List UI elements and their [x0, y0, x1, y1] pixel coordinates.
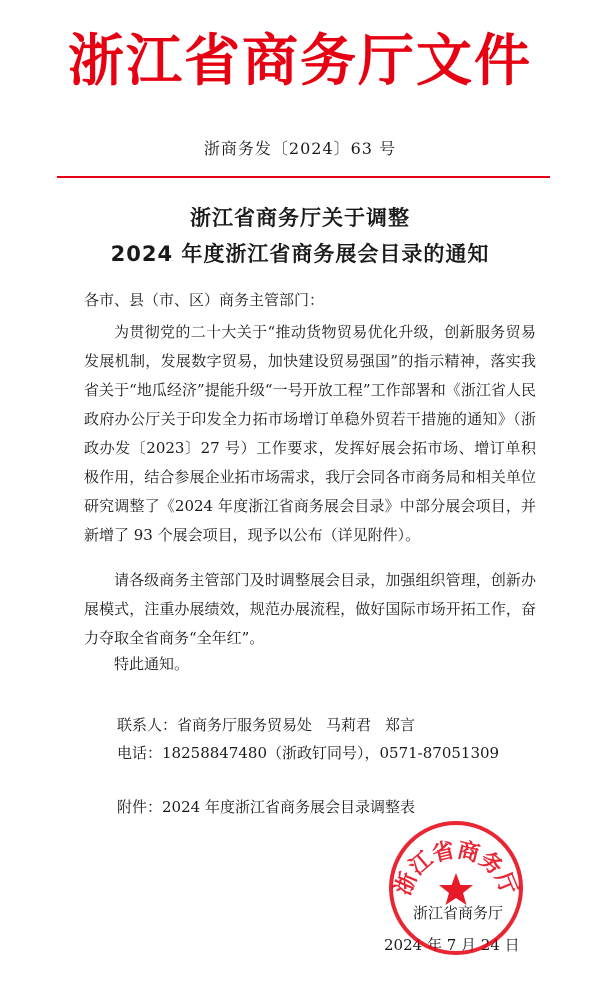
attachment-line	[117, 796, 415, 818]
signature-organization: 浙江省商务厅	[413, 904, 504, 922]
seal-text: 浙江省商务厅	[390, 837, 522, 899]
body-paragraph-2: 请各级商务主管部门及时调整展会目录，加强组织管理，创新办展模式，注重办展绩效，规范办展流程，做好国际市场开拓工作，奋力夺取全省商务“全年红”。	[84, 571, 536, 647]
contact-label: 联系人：	[117, 716, 178, 734]
contact-line	[117, 714, 415, 736]
contact-department: 省商务厅服务贸易处	[177, 716, 313, 734]
phone-label: 电话：	[117, 744, 163, 762]
contact-person-2: 郑言	[385, 716, 416, 734]
notice-title-line-2: 2024 年度浙江省商务展会目录的通知	[110, 242, 490, 266]
closing-line: 特此通知。	[114, 655, 190, 673]
seal-star-icon	[439, 873, 473, 905]
addressee: 各市、县（市、区）商务主管部门：	[84, 291, 325, 309]
notice-title-line-1: 浙江省商务厅关于调整	[190, 206, 410, 230]
phone-line	[117, 742, 499, 764]
attachment-label: 附件：	[117, 798, 163, 816]
document-number: 浙商务发〔2024〕63 号	[203, 139, 397, 158]
body-paragraph-1: 为贯彻党的二十大关于“推动货物贸易优化升级，创新服务贸易发展机制，发展数字贸易，加快建设贸易强国”的指示精神，落实我省关于“地瓜经济”提能升级“一号开放工程”工作部署和《浙江省人民政府办公厅关于印发全力拓市场增订单稳外贸若干措施的通知》（浙政办发〔2023〕27 号）工作要求，发挥好展会拓市场、增订单积极作用，结合参展企业拓市场需求，我厅会同各市商务局和相关单位研究调整了《2024 年度浙江省商务展会目录》中部分展会项目，并新增了 93 个展会项目，现予以公布（详见附件）。	[84, 323, 536, 544]
contact-person-1: 马莉君	[326, 716, 372, 734]
red-divider	[57, 176, 550, 178]
phone-numbers: 18258847480（浙政钉同号），0571-87051309	[162, 744, 500, 762]
masthead-title: 浙江省商务厅文件	[68, 29, 532, 94]
signature-date: 2024 年 7 月 24 日	[384, 936, 520, 954]
official-seal	[385, 817, 527, 959]
attachment-name: 2024 年度浙江省商务展会目录调整表	[162, 798, 415, 816]
